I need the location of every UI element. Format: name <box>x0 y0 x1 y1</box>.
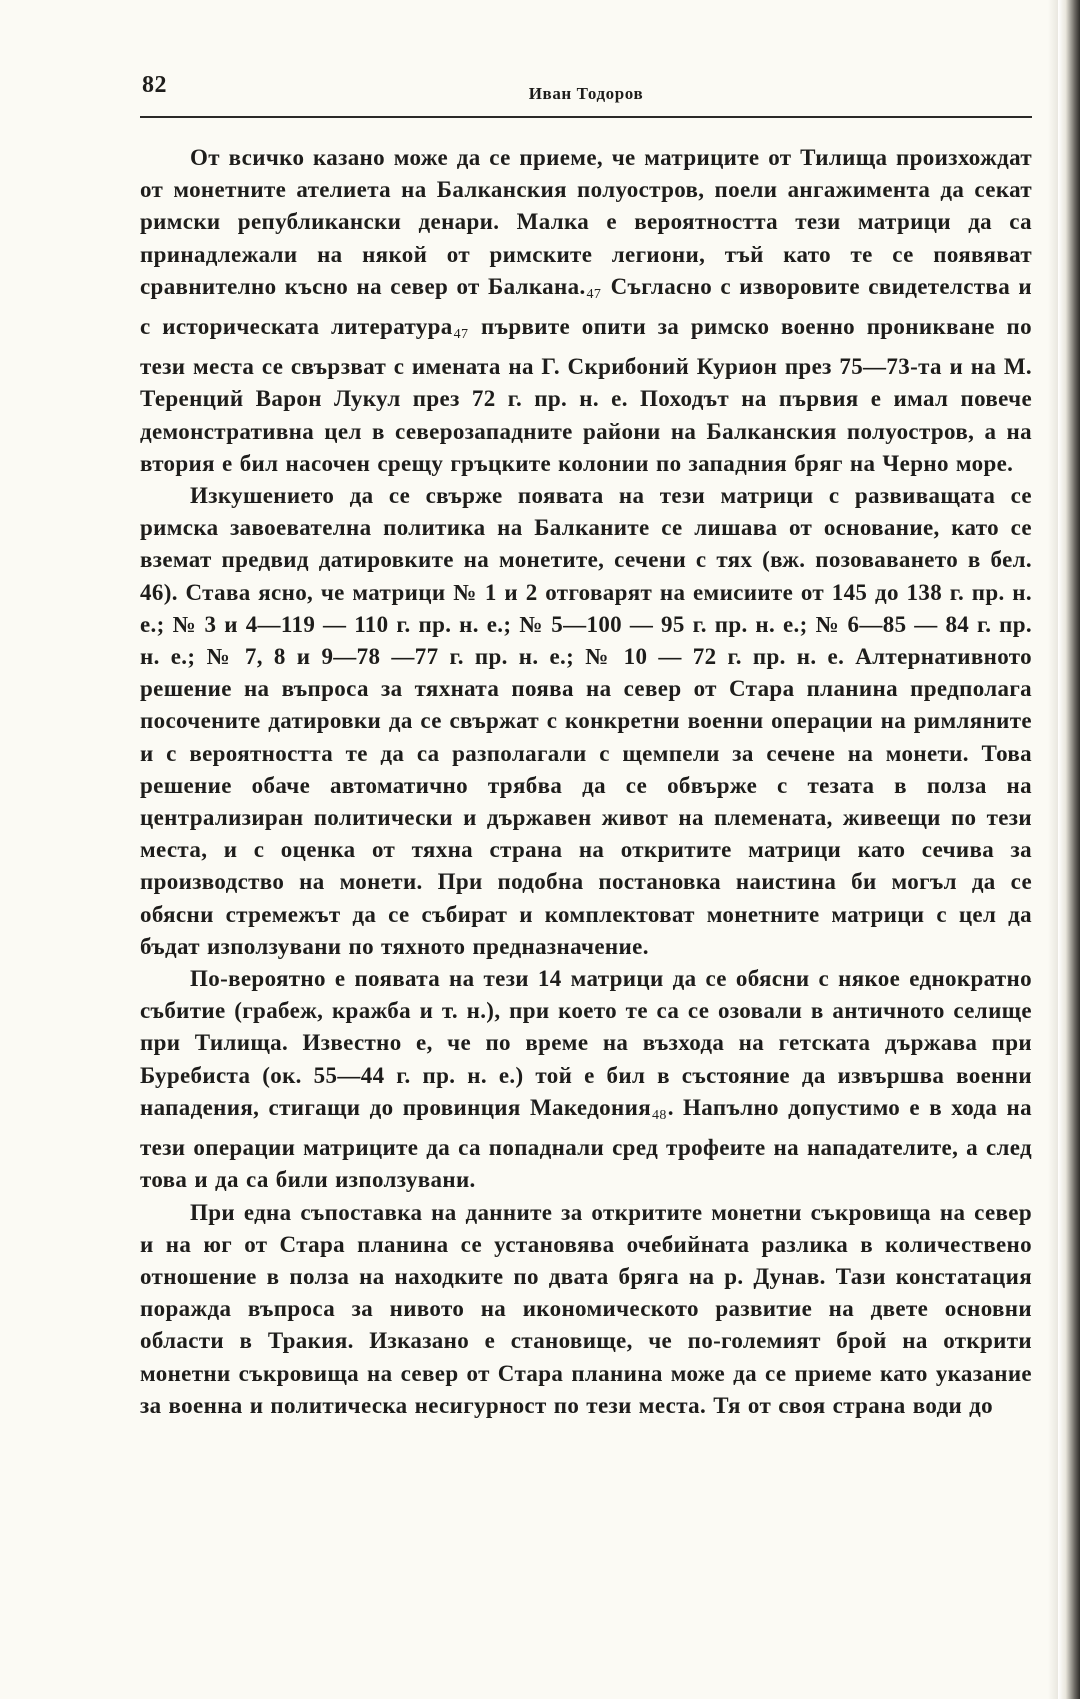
running-head-author: Иван Тодоров <box>528 84 644 103</box>
paragraph-1-part-2: Съгласно с изворовите свидетелства и с историческата литература <box>140 273 1032 340</box>
paragraph-1-part-3: първите опити за римско военно проникване по тези места се свързват с имената на Г. Скрибоний Курион през 75—73-та и на М. Теренций Варон Лукул през 72 г. пр. н. е. Походът на първия е имал повече демонстративна цел в северозападните райони на Балканския полуостров, а на втория е бил насочен срещу гръцките колонии по западния бряг на Черно море. <box>140 314 1032 476</box>
body-text <box>140 142 1032 1422</box>
page-number: 82 <box>142 72 167 98</box>
paragraph-3-part-2: . Напълно допустимо е в хода на тези операции матриците да са попаднали сред трофеите на нападателите, а след това и да са били използувани. <box>140 1094 1032 1193</box>
footnote-ref-47-b: 47 <box>453 327 469 343</box>
paragraph-1-part-1: От всичко казано може да се приеме, че матриците от Тилища произхождат от монетните ателиета на Балканския полуостров, поели ангажимента да секат римски републикански денари. Малка е вероятността тези матрици да са принадлежали на някой от римските легиони, тъй като те се появяват сравнително късно на север от Балкана. <box>140 145 1032 299</box>
footnote-ref-48: 48 <box>651 1107 667 1123</box>
page-header <box>140 68 1032 118</box>
footnote-ref-47-a: 47 <box>586 286 602 302</box>
paragraph-4: При една съпоставка на данните за откритите монетни съкровища на север и на юг от Стара планина се установява очебийната разлика в количествено отношение в полза на находките по двата бряга на р. Дунав. Тази констатация поражда въпроса за нивото на икономическото развитие на двете основни области в Тракия. Изказано е становище, че по-големият брой на открити монетни съкровища на север от Стара планина може да се приеме като указание за военна и политическа несигурност по тези места. Тя от своя страна води до <box>140 1199 1032 1418</box>
book-spine-edge <box>1058 0 1080 1699</box>
paragraph-1 <box>140 142 1032 480</box>
paragraph-3-part-1: По-вероятно е появата на тези 14 матрици да се обясни с някое еднократно събитие (грабеж, кражба и т. н.), при което те са се озовали в античното селище при Тилища. Известно е, че по време на възхода на гетската държава при Буребиста (ок. 55—44 г. пр. н. е.) той е бил в състояние да извършва военни нападения, стигащи до провинция Македония <box>140 966 1032 1120</box>
page-shadow <box>1048 0 1058 1699</box>
paragraph-2: Изкушението да се свърже появата на тези матрици с развиващата се римска завоевателна политика на Балканите се лишава от основание, като се вземат предвид датировките на монетите, сечени с тях (вж. позоваването в бел. 46). Става ясно, че матрици № 1 и 2 отговарят на емисиите от 145 до 138 г. пр. н. е.; № 3 и 4—119 — 110 г. пр. н. е.; № 5—100 — 95 г. пр. н. е.; № 6—85 — 84 г. пр. н. е.; № 7, 8 и 9—78 —77 г. пр. н. е.; № 10 — 72 г. пр. н. е. Алтернативното решение на въпроса за тяхната поява на север от Стара планина предполага посочените датировки да се свържат с конкретни военни операции на римляните и с вероятността те да са разполагали с щемпели за сечене на монети. Това решение обаче автоматично трябва да се обвърже с тезата в полза на централизиран политически и държавен живот на племената, живеещи по тези места, и с оценка от тяхна страна на откритите матрици като сечива за производство на монети. При подобна постановка наистина би могъл да се обясни стремежът да се събират и комплектоват монетните матрици с цел да бъдат използувани по тяхното предназначение. <box>140 483 1032 959</box>
paragraph-3 <box>140 963 1032 1196</box>
